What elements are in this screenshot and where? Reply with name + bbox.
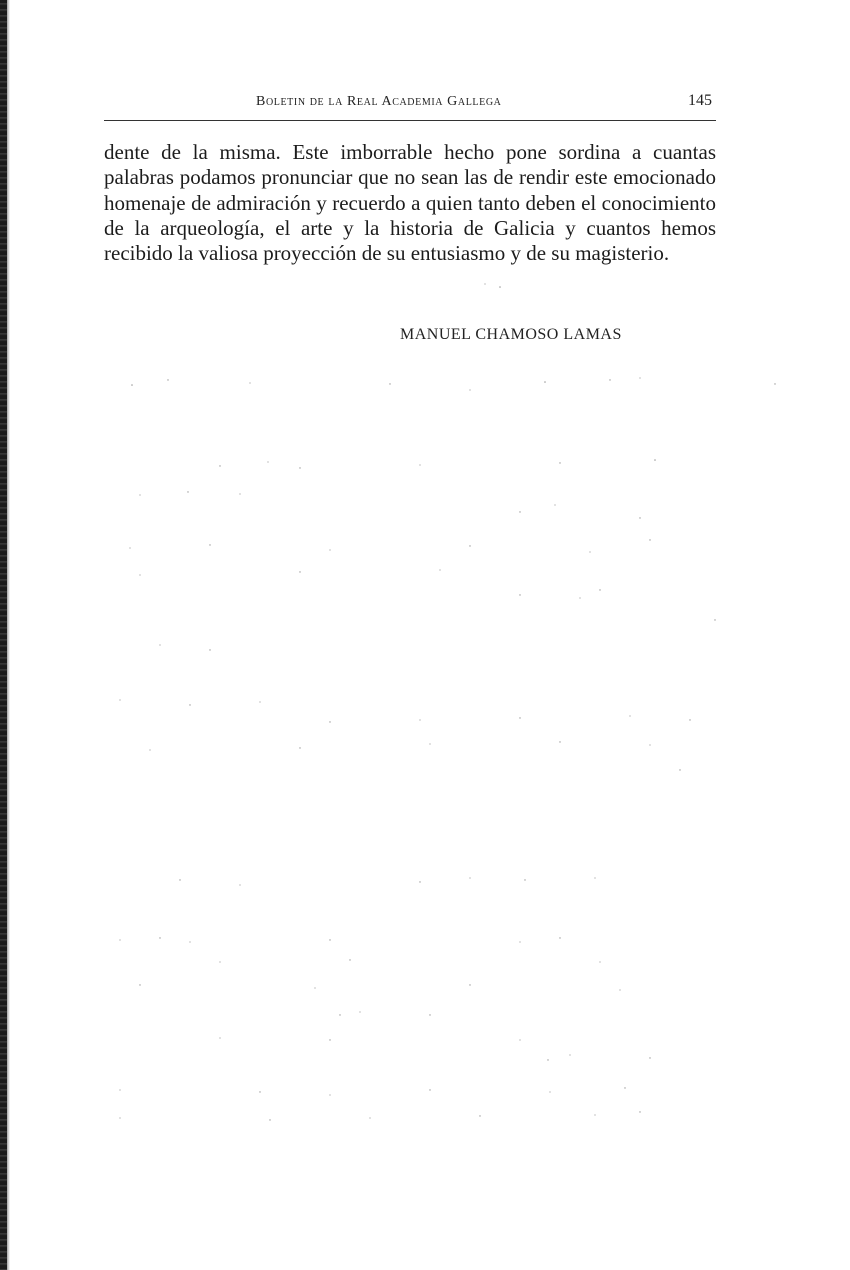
author-signature: MANUEL CHAMOSO LAMAS [400,326,622,343]
running-head [104,90,716,118]
page-binding-edge [0,0,7,1270]
header-rule [104,120,716,121]
journal-title: Boletin de la Real Academia Gallega [256,94,502,109]
page-number: 145 [688,92,712,109]
body-text [104,140,716,266]
paragraph: dente de la misma. Este imborrable hecho pone sordina a cuantas palabras podamos pronunciar que no sean las de rendir este emocionado homenaje de admiración y recuerdo a quien tanto deben el conocimiento de la arqueología, el arte y la historia de Galicia y cuantos hemos recibido la valiosa proyección de su entusiasmo y de su magisterio. [104,140,716,266]
